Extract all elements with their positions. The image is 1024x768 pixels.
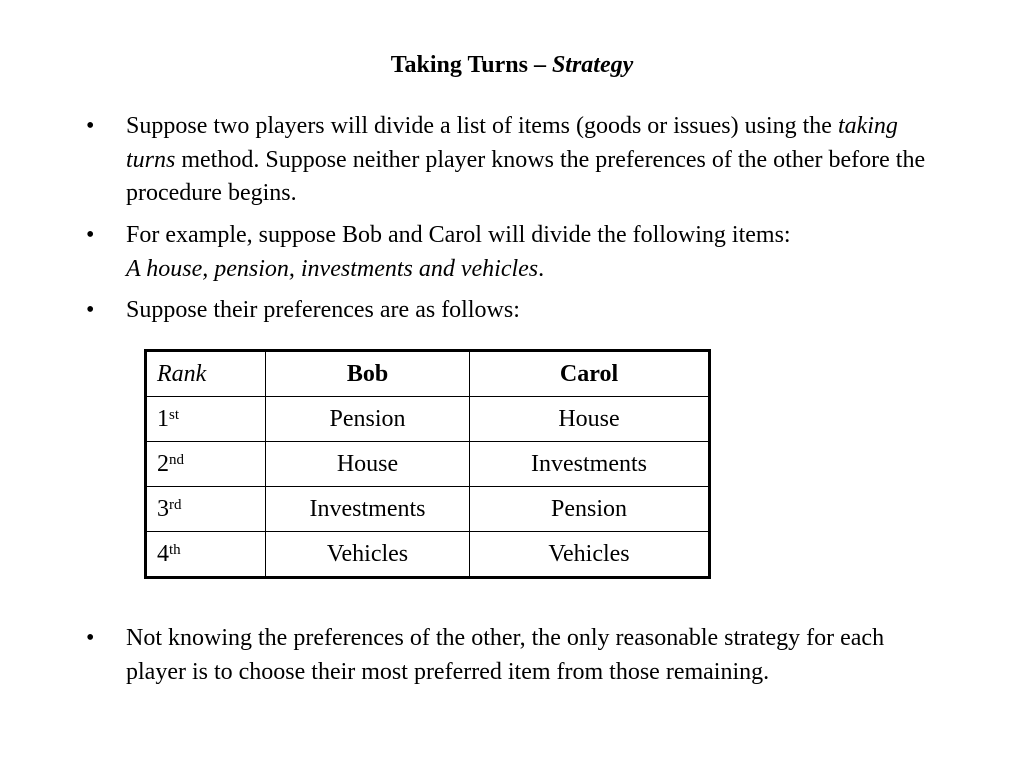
carol-item-cell: Vehicles xyxy=(470,532,710,578)
table-row xyxy=(146,442,710,487)
bullet-marker: • xyxy=(86,222,95,248)
rank-cell xyxy=(146,487,266,532)
rank-suffix: st xyxy=(169,406,180,423)
bob-item-cell: Pension xyxy=(266,397,470,442)
carol-item-cell: Investments xyxy=(470,442,710,487)
bullet-text-part: method. Suppose neither player knows the preferences of the other before the procedure begins. xyxy=(126,146,926,206)
bullet-text xyxy=(126,622,946,689)
slide-title xyxy=(0,50,1024,80)
bullet-marker: • xyxy=(86,113,95,139)
carol-item-cell: House xyxy=(470,397,710,442)
bob-item-cell: Investments xyxy=(266,487,470,532)
bullet-text-part: For example, suppose Bob and Carol will divide the following items: xyxy=(126,222,791,248)
rank-number: 2 xyxy=(157,450,169,477)
rank-suffix: th xyxy=(169,541,181,558)
bullet-text-part: . xyxy=(538,255,545,282)
rank-suffix: rd xyxy=(169,496,182,513)
title-main: Taking Turns – xyxy=(390,52,552,78)
carol-item-cell: Pension xyxy=(470,487,710,532)
rank-number: 4 xyxy=(157,540,169,567)
bullet-text xyxy=(126,294,946,328)
table-row xyxy=(146,487,710,532)
bullet-text-part: Not knowing the preferences of the other, the only reasonable strategy for each player is to choose their most preferred item from those remaining. xyxy=(126,625,885,685)
preferences-table xyxy=(144,349,711,579)
bullet-text-emphasis: A house, pension, investments and vehicles xyxy=(126,255,539,282)
bullet-text xyxy=(126,110,946,211)
rank-cell xyxy=(146,442,266,487)
table-row xyxy=(146,397,710,442)
title-emphasis: Strategy xyxy=(551,52,634,78)
rank-cell xyxy=(146,532,266,578)
header-rank: Rank xyxy=(146,351,266,397)
bullet-text-part: Suppose their preferences are as follows: xyxy=(126,297,520,323)
bob-item-cell: Vehicles xyxy=(266,532,470,578)
bullet-marker: • xyxy=(86,297,95,323)
header-bob: Bob xyxy=(266,351,470,397)
rank-suffix: nd xyxy=(169,451,184,468)
table-row xyxy=(146,532,710,578)
header-carol: Carol xyxy=(470,351,710,397)
bullet-text-part: Suppose two players will divide a list of items (goods or issues) using the xyxy=(126,113,838,139)
bullet-marker: • xyxy=(86,625,95,651)
bullet-text-emphasis: taking turns xyxy=(126,113,898,173)
rank-number: 3 xyxy=(157,495,169,522)
bullet-text xyxy=(126,219,946,286)
table-header-row xyxy=(146,351,710,397)
rank-cell xyxy=(146,397,266,442)
rank-number: 1 xyxy=(157,405,169,432)
bob-item-cell: House xyxy=(266,442,470,487)
